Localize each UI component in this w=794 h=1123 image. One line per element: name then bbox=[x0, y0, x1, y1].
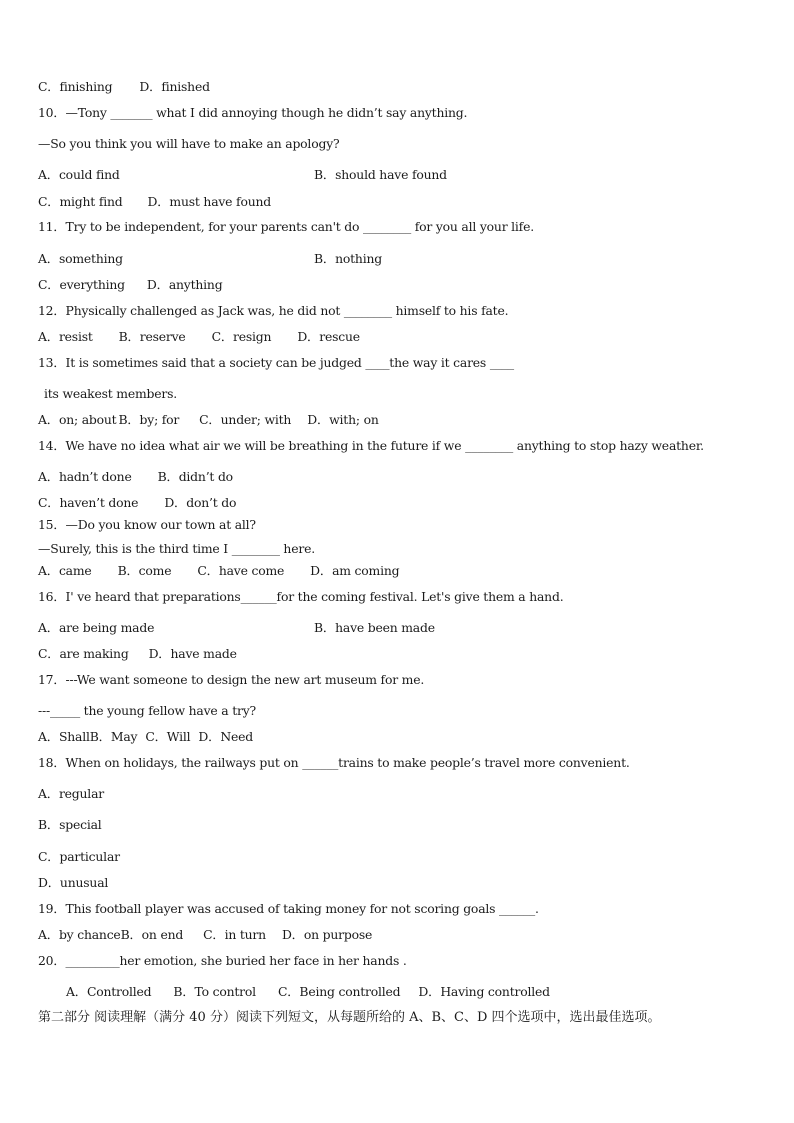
option: B．on end bbox=[120, 927, 184, 942]
options-line bbox=[38, 329, 360, 345]
option: C．finishing bbox=[38, 79, 113, 94]
option: D．am coming bbox=[310, 563, 400, 578]
option: C．Will bbox=[145, 729, 191, 744]
option: D．anything bbox=[146, 277, 223, 292]
option bbox=[38, 786, 104, 802]
option: A．resist bbox=[38, 329, 93, 344]
option: B．come bbox=[117, 563, 172, 578]
question-text: —So you think you will have to make an apology? bbox=[38, 136, 340, 151]
options-line bbox=[38, 927, 372, 943]
section-heading-text: 第二部分 阅读理解（满分 40 分）阅读下列短文，从每题所给的 A、B、C、D 四个选项中，选出最佳选项。 bbox=[38, 1010, 661, 1025]
options-line bbox=[38, 495, 236, 511]
option: C．in turn bbox=[203, 927, 266, 942]
option: D．Need bbox=[198, 729, 253, 744]
option: B．have been made bbox=[314, 620, 435, 635]
option: B．May bbox=[89, 729, 138, 744]
question-10 bbox=[38, 105, 467, 121]
options-line bbox=[38, 277, 222, 293]
option: C．haven’t done bbox=[38, 495, 139, 510]
option: D．rescue bbox=[297, 329, 360, 344]
question-13-cont bbox=[44, 386, 177, 402]
options-line bbox=[314, 620, 435, 636]
option bbox=[38, 875, 108, 891]
option: A．could find bbox=[38, 167, 120, 182]
options-line bbox=[38, 469, 233, 485]
option: B．should have found bbox=[314, 167, 447, 182]
option: A．are being made bbox=[38, 620, 155, 635]
option: A．hadn’t done bbox=[38, 469, 132, 484]
question-16 bbox=[38, 589, 563, 605]
question-text: 20．_________her emotion, she buried her face in her hands . bbox=[38, 953, 407, 968]
question-text: 14．We have no idea what air we will be breathing in the future if we ________ anything to stop hazy weather. bbox=[38, 438, 704, 453]
option: C．might find bbox=[38, 194, 123, 209]
question-12 bbox=[38, 303, 508, 319]
option: D．don’t do bbox=[164, 495, 237, 510]
options-line bbox=[38, 412, 379, 428]
option: C．are making bbox=[38, 646, 129, 661]
question-text: ---_____ the young fellow have a try? bbox=[38, 703, 256, 718]
question-text: 18．When on holidays, the railways put on ______trains to make people’s travel more convenient. bbox=[38, 755, 630, 770]
option: D．on purpose bbox=[281, 927, 373, 942]
option: A．Controlled bbox=[66, 984, 152, 999]
option: B．nothing bbox=[314, 251, 382, 266]
question-text: 13．It is sometimes said that a society can be judged ____the way it cares ____ bbox=[38, 355, 514, 370]
option: D．have made bbox=[148, 646, 237, 661]
options-line bbox=[38, 167, 120, 183]
options-line bbox=[66, 984, 550, 1000]
question-17-dialogue bbox=[38, 703, 256, 719]
question-20 bbox=[38, 953, 407, 969]
option: A．something bbox=[38, 251, 123, 266]
question-text: 19．This football player was accused of taking money for not scoring goals ______. bbox=[38, 901, 539, 916]
option: C．under; with bbox=[199, 412, 292, 427]
option: C．everything bbox=[38, 277, 125, 292]
options-line bbox=[38, 620, 154, 636]
options-line bbox=[38, 563, 399, 579]
option-text: C．particular bbox=[38, 849, 120, 864]
option-text: A．regular bbox=[38, 786, 104, 801]
question-17 bbox=[38, 672, 424, 688]
question-text: 16．I' ve heard that preparations______for the coming festival. Let's give them a hand. bbox=[38, 589, 564, 604]
question-13 bbox=[38, 355, 514, 371]
option-text: D．unusual bbox=[38, 875, 109, 890]
options-line bbox=[38, 646, 237, 662]
question-15 bbox=[38, 517, 256, 533]
option: B．reserve bbox=[118, 329, 186, 344]
question-11 bbox=[38, 219, 534, 235]
option: D．finished bbox=[139, 79, 210, 94]
question-text: —Surely, this is the third time I ________ here. bbox=[38, 541, 315, 556]
option: B．To control bbox=[173, 984, 256, 999]
option-text: B．special bbox=[38, 817, 102, 832]
options-line bbox=[38, 251, 123, 267]
question-18 bbox=[38, 755, 630, 771]
options-line bbox=[314, 251, 382, 267]
section-heading bbox=[38, 1010, 661, 1026]
question-text: 17．---We want someone to design the new art museum for me. bbox=[38, 672, 425, 687]
question-text: 15．—Do you know our town at all? bbox=[38, 517, 256, 532]
option bbox=[38, 849, 120, 865]
question-14 bbox=[38, 438, 704, 454]
question-10-dialogue bbox=[38, 136, 339, 152]
options-line bbox=[38, 194, 271, 210]
option: D．Having controlled bbox=[418, 984, 550, 999]
option: B．by; for bbox=[118, 412, 180, 427]
question-text: 10．—Tony _______ what I did annoying though he didn’t say anything. bbox=[38, 105, 468, 120]
question-19 bbox=[38, 901, 539, 917]
question-15-dialogue bbox=[38, 541, 315, 557]
options-line bbox=[314, 167, 447, 183]
option: A．Shall bbox=[38, 729, 90, 744]
option: C．have come bbox=[197, 563, 285, 578]
option: C．Being controlled bbox=[277, 984, 401, 999]
option: D．with; on bbox=[307, 412, 379, 427]
question-text: 11．Try to be independent, for your parents can't do ________ for you all your life. bbox=[38, 219, 534, 234]
question-text: its weakest members. bbox=[44, 386, 177, 401]
option: C．resign bbox=[211, 329, 272, 344]
option: A．by chance bbox=[38, 927, 121, 942]
option: A．came bbox=[38, 563, 92, 578]
option bbox=[38, 817, 102, 833]
question-text: 12．Physically challenged as Jack was, he did not ________ himself to his fate. bbox=[38, 303, 509, 318]
option: D．must have found bbox=[147, 194, 271, 209]
options-line bbox=[38, 79, 210, 95]
option: A．on; about bbox=[38, 412, 117, 427]
options-line bbox=[38, 729, 253, 745]
option: B．didn’t do bbox=[157, 469, 233, 484]
